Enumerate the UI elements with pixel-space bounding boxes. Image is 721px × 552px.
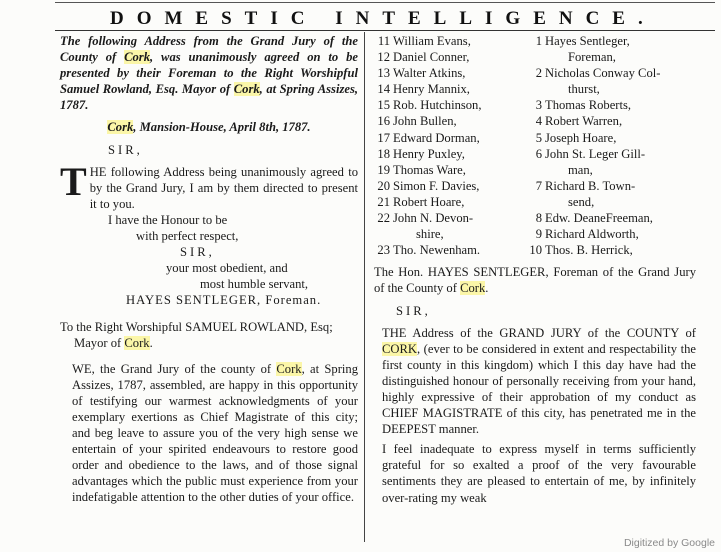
member-name: Henry Mannix, <box>393 82 470 97</box>
member-number: 18 <box>377 146 390 161</box>
member-number: 19 <box>377 162 390 177</box>
column-divider <box>364 32 365 542</box>
address-heading: To the Right Worshipful SAMUEL ROWLAND, Esq; Mayor of Cork. <box>60 319 333 350</box>
member-name: Edward Dorman, <box>393 130 480 145</box>
member-name: Tho. Newenham. <box>393 243 481 258</box>
member-number: 4 <box>535 114 542 129</box>
member-number <box>522 81 542 97</box>
salutation: SIR, <box>396 303 431 318</box>
names-column-1 <box>370 33 522 258</box>
member-number: 12 <box>377 50 390 65</box>
member-name: Thomas Ware, <box>393 162 466 177</box>
member-name: Hayes Sentleger, <box>545 34 630 48</box>
jury-member <box>522 210 696 226</box>
member-number: 23 <box>377 243 390 258</box>
jury-member <box>370 65 522 81</box>
member-name: John Bullen, <box>393 114 457 129</box>
reply-body: I feel inadequate to express myself in terms sufficiently grateful for so exalted a proof of the very favourable sentiments they are pleased to entertain of me, by infinitely over-rating my weak <box>382 442 696 505</box>
member-number <box>370 226 390 242</box>
member-number: 2 <box>535 66 542 81</box>
member-name: John St. Leger Gill- <box>545 146 646 161</box>
drop-cap: T <box>60 158 87 204</box>
jury-member <box>370 33 522 49</box>
jury-member <box>522 146 696 178</box>
member-name: send, <box>568 194 595 209</box>
member-name: thurst, <box>568 82 600 97</box>
highlight-cork: Cork <box>460 281 486 296</box>
member-name: Rob. Hutchinson, <box>393 98 482 113</box>
member-number: 14 <box>377 82 390 97</box>
member-name: man, <box>568 162 593 177</box>
jury-member <box>522 130 696 146</box>
member-number: 10 <box>529 243 542 258</box>
jury-member <box>522 242 696 258</box>
member-name: William Evans, <box>393 34 471 48</box>
member-number <box>522 162 542 178</box>
member-name: Daniel Conner, <box>393 50 470 65</box>
jury-member <box>370 146 522 162</box>
member-name: Robert Warren, <box>545 114 623 129</box>
section-header: DOMESTIC INTELLIGENCE. <box>110 8 656 29</box>
header-rule <box>55 30 715 31</box>
letter-body: THE following Address being unanimously agreed to by the Grand Jury, I am by them directed to present it to you. <box>60 158 358 211</box>
member-number: 1 <box>535 34 542 48</box>
closing-line: your most obedient, and <box>166 261 288 276</box>
closing-line: most humble servant, <box>200 277 309 292</box>
member-name: Walter Atkins, <box>393 66 466 81</box>
member-number: 8 <box>535 211 542 226</box>
highlight-cork: Cork <box>107 120 134 135</box>
member-name: Henry Puxley, <box>393 146 465 161</box>
member-name: shire, <box>416 227 444 242</box>
jury-member <box>522 113 696 129</box>
names-column-2 <box>522 33 696 258</box>
closing-salutation: SIR, <box>180 245 215 260</box>
member-number: 22 <box>377 211 390 226</box>
highlight-cork: CORK <box>382 341 417 356</box>
highlight-cork: Cork <box>276 361 302 376</box>
member-name: Richard Aldworth, <box>545 227 639 242</box>
member-name: Joseph Hoare, <box>545 130 617 145</box>
foreman-line: The Hon. HAYES SENTLEGER, Foreman of the Grand Jury of the County of Cork. <box>374 265 696 296</box>
member-name: Edw. DeaneFreeman, <box>545 211 653 226</box>
watermark: Digitized by Google <box>623 537 715 549</box>
intro-paragraph: The following Address from the Grand Jury of the County of Cork, was unanimously agreed on to be presented by their Foreman to the Right Worshipful Samuel Rowland, Esq. Mayor of Cork, at Spring Assizes, 1787. <box>60 34 358 113</box>
member-name: Thos. B. Herrick, <box>545 243 633 258</box>
member-number: 9 <box>535 227 542 242</box>
jury-member <box>522 178 696 210</box>
member-number <box>522 49 542 65</box>
member-number: 15 <box>377 98 390 113</box>
closing-line: I have the Honour to be <box>108 212 228 227</box>
jury-member <box>522 65 696 97</box>
closing-line: with perfect respect, <box>136 229 239 244</box>
salutation: SIR, <box>108 142 143 157</box>
member-number: 13 <box>377 66 390 81</box>
jury-member <box>370 81 522 97</box>
jury-member <box>522 33 696 65</box>
member-number: 6 <box>535 146 542 161</box>
jury-member <box>370 130 522 146</box>
top-rule <box>55 2 715 3</box>
address-body: WE, the Grand Jury of the county of Cork, at Spring Assizes, 1787, assembled, are happy in this opportunity of testifying our warmest acknowledgments of your exemplary exertions as Chief Magistrate of this city; and beg leave to assure you of the very high sense we entertain of your spirited endeavours to restore good order and obedience to the laws, and of those signal advantages which the public must experience from your indefatigable attention to the other duties of your office. <box>72 361 358 505</box>
right-column <box>370 33 696 506</box>
jury-member <box>522 226 696 242</box>
jury-member <box>370 97 522 113</box>
member-name: Thomas Roberts, <box>545 98 632 113</box>
member-number: 16 <box>377 114 390 129</box>
member-number: 21 <box>377 194 390 209</box>
highlight-cork: Cork <box>124 50 150 65</box>
member-number: 3 <box>535 98 542 113</box>
jury-member <box>370 242 522 258</box>
member-number: 5 <box>535 130 542 145</box>
member-name: Robert Hoare, <box>393 194 465 209</box>
signature: HAYES SENTLEGER, Foreman. <box>126 293 322 308</box>
jury-member <box>370 210 522 242</box>
reply-body: THE Address of the GRAND JURY of the COUNTY of CORK, (ever to be considered in extent and respectability the first county in this kingdom) which I this day have had the distinguished honour of personally receiving from your hand, highly expressive of their approbation of my conduct as CHIEF MAGISTRATE of this city, has penetrated me in the DEEPEST manner. <box>382 325 696 437</box>
member-number: 11 <box>377 34 390 48</box>
left-column <box>60 33 358 506</box>
member-name: Simon F. Davies, <box>393 178 480 193</box>
member-number <box>522 194 542 210</box>
member-name: Nicholas Conway Col- <box>545 66 661 81</box>
highlight-cork: Cork <box>233 82 260 97</box>
jury-member <box>370 162 522 178</box>
highlight-cork: Cork <box>124 335 150 350</box>
member-name: John N. Devon- <box>393 211 474 226</box>
dateline: Cork, Mansion-House, April 8th, 1787. <box>107 120 311 135</box>
jury-member <box>522 97 696 113</box>
member-number: 17 <box>377 130 390 145</box>
jury-member <box>370 113 522 129</box>
member-name: Foreman, <box>568 50 616 65</box>
member-number: 20 <box>377 178 390 193</box>
grand-jury-list <box>370 33 696 258</box>
member-name: Richard B. Town- <box>545 178 636 193</box>
member-number: 7 <box>535 178 542 193</box>
jury-member <box>370 194 522 210</box>
jury-member <box>370 49 522 65</box>
jury-member <box>370 178 522 194</box>
